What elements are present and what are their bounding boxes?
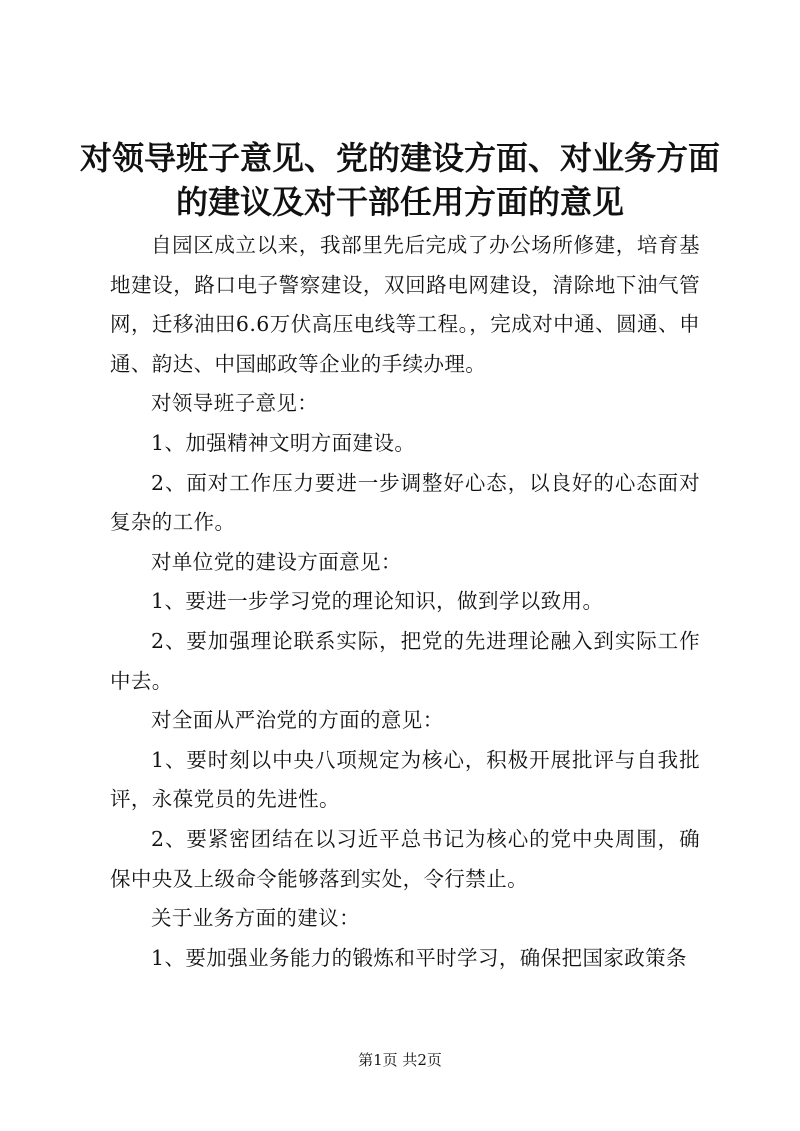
heading-business-suggestions: 关于业务方面的建议： xyxy=(151,906,360,931)
paragraph-intro: 自园区成立以来，我部里先后完成了办公场所修建，培育基地建设，路口电子警察建设，双回路电网建设，清除地下油气管网，迁移油田6.6万伏高压电线等工程。，完成对中通、圆通、申通、韵达、中国邮政等企业的手续办理。 xyxy=(110,233,700,376)
list-item: 1、要时刻以中央八项规定为核心，积极开展批评与自我批评，永葆党员的先进性。 xyxy=(110,747,700,812)
list-item: 1、加强精神文明方面建设。 xyxy=(151,430,416,455)
heading-strict-governance-opinions: 对全面从严治党的方面的意见： xyxy=(151,708,444,733)
list-item: 2、面对工作压力要进一步调整好心态，以良好的心态面对复杂的工作。 xyxy=(110,470,700,535)
heading-leadership-opinions: 对领导班子意见： xyxy=(151,391,319,416)
document-body xyxy=(110,226,700,978)
document-title xyxy=(60,136,740,224)
list-item: 1、要进一步学习党的理论知识，做到学以致用。 xyxy=(151,589,604,614)
list-item: 2、要紧密团结在以习近平总书记为核心的党中央周围，确保中央及上级命令能够落到实处，令行禁止。 xyxy=(110,826,700,891)
page-footer: 第1页 共2页 xyxy=(358,1051,442,1069)
title-line-1: 对领导班子意见、党的建设方面、对业务方面 xyxy=(79,139,720,177)
title-line-2: 的建议及对干部任用方面的意见 xyxy=(175,183,624,221)
list-item: 1、要加强业务能力的锻炼和平时学习，确保把国家政策条 xyxy=(151,945,687,970)
list-item: 2、要加强理论联系实际，把党的先进理论融入到实际工作中去。 xyxy=(110,628,700,693)
heading-party-building-opinions: 对单位党的建设方面意见： xyxy=(151,549,402,574)
